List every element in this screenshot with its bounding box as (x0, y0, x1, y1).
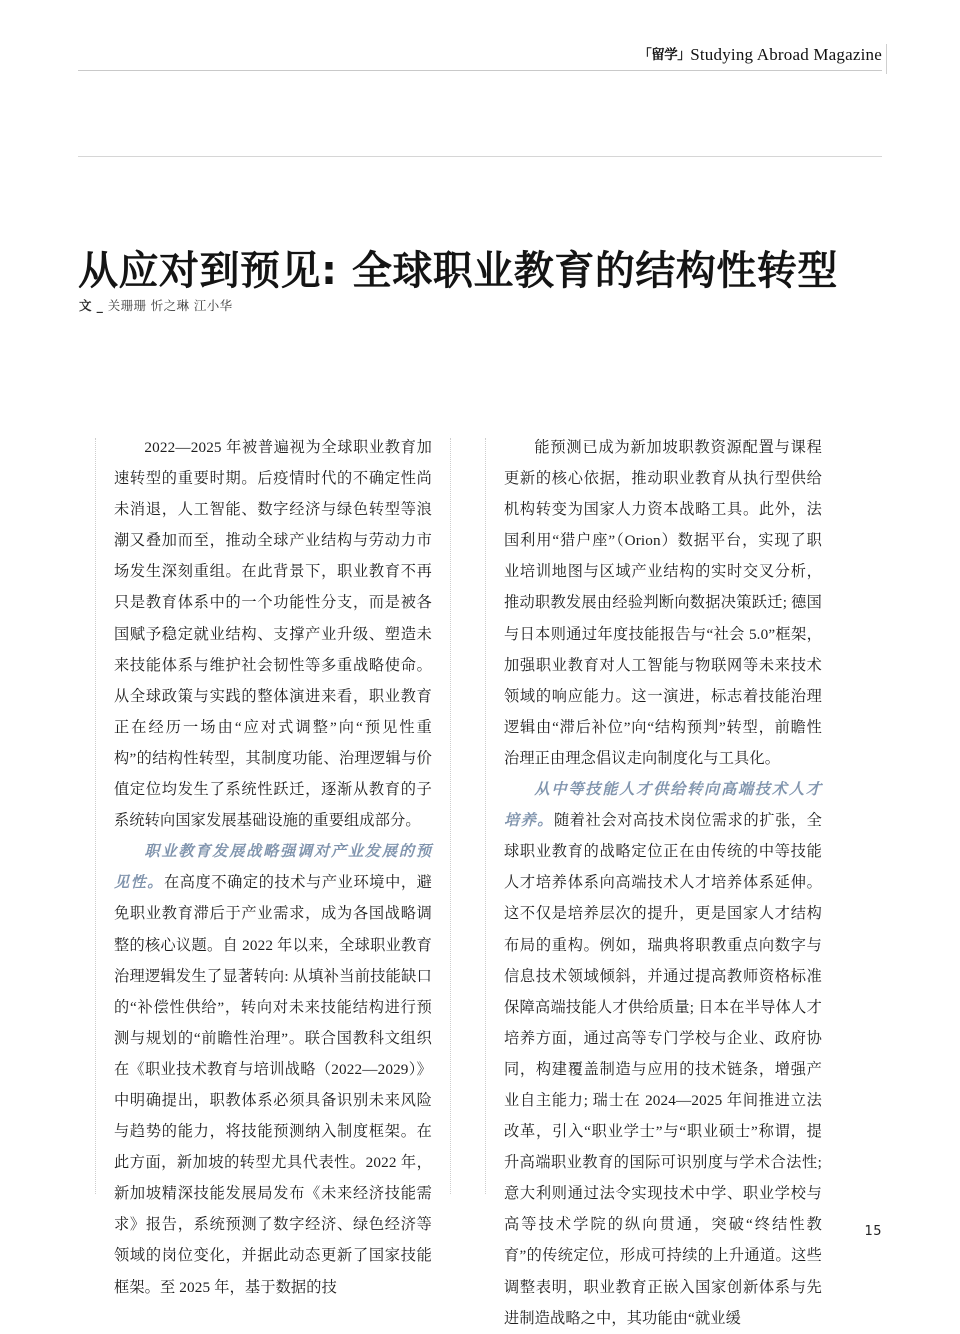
masthead-divider-tick (886, 44, 887, 74)
center-gutter (432, 432, 468, 1194)
paragraph-text: 在高度不确定的技术与产业环境中，避免职业教育滞后于产业需求，成为各国战略调整的核心议题。自 2022 年以来，全球职业教育治理逻辑发生了显著转向: 从填补当前技能缺口的“补偿性供给”，转向对未来技能结构进行预测与规划的“前瞻性治理”。联合国教科文组织在《职业技术教育与培训战略（2022—2029）》中明确提出，职教体系必须具备识别未来风险与趋势的能力，将技能预测纳入制度框架。在此方面，新加坡的转型尤具代表性。2022 年，新加坡精深技能发展局发布《未来经济技能需求》报告，系统预测了数字经济、绿色经济等领域的岗位变化，并据此动态更新了国家技能框架。至 2025 年，基于数据的技 (114, 874, 432, 1296)
masthead-title: Studying Abroad Magazine (690, 45, 882, 64)
page-number: 15 (864, 1224, 882, 1239)
left-gutter (78, 432, 114, 1194)
page-title: 从应对到预见: 全球职业教育的结构性转型 (78, 247, 838, 294)
paragraph-text: 随着社会对高技术岗位需求的扩张，全球职业教育的战略定位正在由传统的中等技能人才培养体系向高端技术人才培养体系延伸。这不仅是培养层次的提升，更是国家人才结构布局的重构。例如，瑞典将职教重点向数字与信息技术领域倾斜，并通过提高教师资格标准保障高端技能人才供给质量; 日本在半导体人才培养方面，通过高等专门学校与企业、政府协同，构建覆盖制造与应用的技术链条，增强产业自主能力; 瑞士在 2024—2025 年间推进立法改革，引入“职业学士”与“职业硕士”称谓，提升高端职业教育的国际可识别度与学术合法性; 意大利则通过法令实现技术中学、职业学校与高等技术学院的纵向贯通，突破“终结性教育”的传统定位，形成可持续的上升通道。这些调整表明，职业教育正嵌入国家创新体系与先进制造战略之中，其功能由“就业缓 (504, 812, 822, 1327)
left-column-rule (95, 438, 96, 1194)
masthead (638, 44, 882, 65)
header-rule-top (78, 70, 882, 71)
magazine-logo-icon: 「留学」 (638, 47, 691, 63)
paragraph-lead-in: 职业教育发展战略强调对产业发展的预见性。 (114, 843, 432, 892)
column-left (114, 432, 432, 1296)
byline (79, 296, 233, 314)
paragraph-text: 2022—2025 年被普遍视为全球职业教育加速转型的重要时期。后疫情时代的不确定性尚未消退，人工智能、数字经济与绿色转型等浪潮又叠加而至，推动全球产业结构与劳动力市场发生深刻重组。在此背景下，职业教育不再只是教育体系中的一个功能性分支，而是被各国赋予稳定就业结构、支撑产业升级、塑造未来技能体系与维护社会韧性等多重战略使命。从全球政策与实践的整体演进来看，职业教育正在经历一场由“应对式调整”向“预见性重构”的结构性转型，其制度功能、治理逻辑与价值定位均发生了系统性跃迁，逐渐从教育的子系统转向国家发展基础设施的重要组成部分。 (114, 439, 432, 830)
paragraph-lead-in: 从中等技能人才供给转向高端技术人才培养。 (504, 781, 822, 830)
paragraph (114, 836, 432, 1302)
paragraph (504, 774, 822, 1334)
header-rule-second (78, 156, 882, 157)
column-divider-right (485, 438, 486, 1194)
paragraph (504, 432, 822, 774)
byline-label: 文 _ (79, 298, 104, 313)
paragraph (114, 432, 432, 836)
column-right (504, 432, 822, 1327)
column-divider-left (450, 438, 451, 1194)
center-gutter-2 (468, 432, 504, 1194)
paragraph-text: 能预测已成为新加坡职教资源配置与课程更新的核心依据，推动职业教育从执行型供给机构转变为国家人力资本战略工具。此外，法国利用“猎户座”（Orion）数据平台，实现了职业培训地图与区域产业结构的实时交叉分析，推动职教发展由经验判断向数据决策跃迁; 德国与日本则通过年度技能报告与“社会 5.0”框架，加强职业教育对人工智能与物联网等未来技术领域的响应能力。这一演进，标志着技能治理逻辑由“滞后补位”向“结构预判”转型，前瞻性治理正由理念倡议走向制度化与工具化。 (504, 439, 822, 767)
byline-authors: 关珊珊 忻之琳 江小华 (107, 298, 233, 313)
